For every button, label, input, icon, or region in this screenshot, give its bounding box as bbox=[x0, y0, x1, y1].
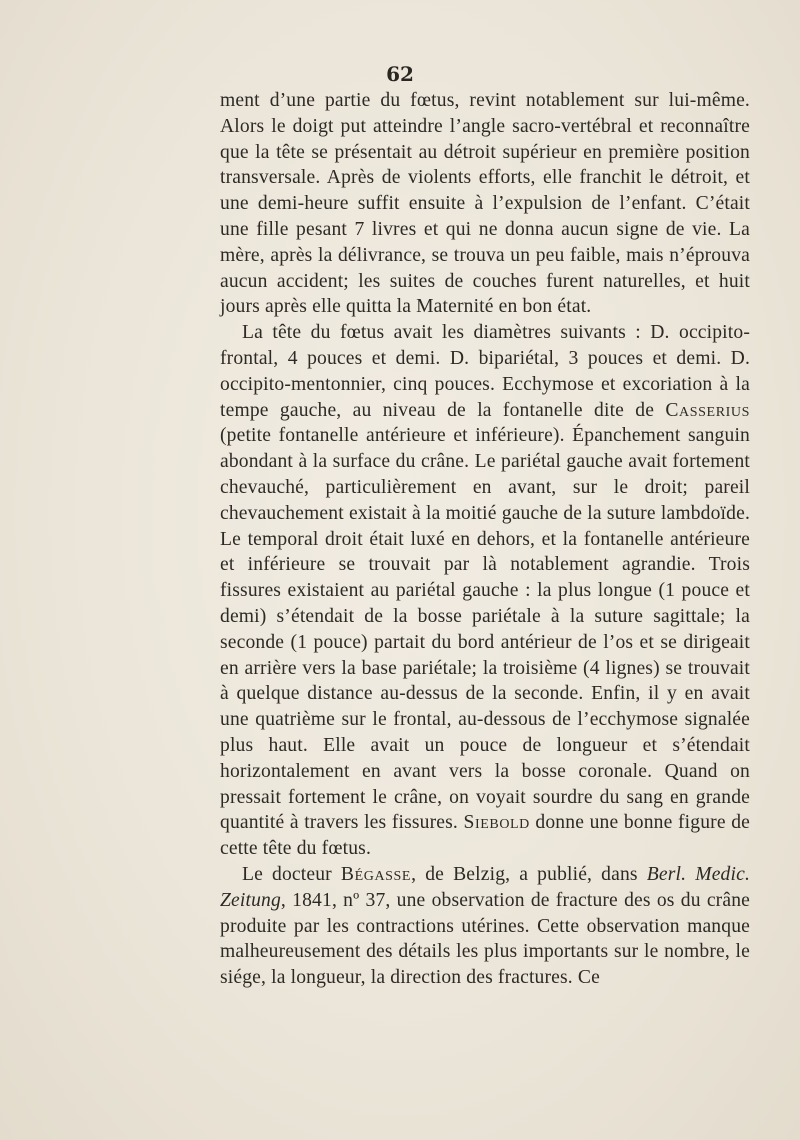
author-name-casserius: Casserius bbox=[665, 399, 750, 421]
body-text bbox=[220, 88, 750, 991]
paragraph-3-text-a: Le docteur bbox=[242, 863, 341, 885]
paragraph-2-text-c: donne une bonne figure de cette tête du fœtus. bbox=[220, 812, 750, 860]
paragraph-1: ment d’une partie du fœtus, revint notablement sur lui-même. Alors le doigt put atteindre l’angle sacro-vertébral et reconnaître que la tête se présentait au détroit supérieur en première position transversale. Après de violents efforts, elle franchit le détroit, et une demi-heure suffit ensuite à l’expulsion de l’enfant. C’était une fille pesant 7 livres et qui ne donna aucun signe de vie. La mère, après la délivrance, se trouva un peu faible, mais n’éprouva aucun accident; les suites de couches furent naturelles, et huit jours après elle quitta la Maternité en bon état. bbox=[220, 90, 750, 318]
paragraph-2-text-b: (petite fontanelle antérieure et inférieure). Épanchement sanguin abondant à la surface du crâne. Le pariétal gauche avait fortement chevauché, particulièrement en avant, sur le droit; pareil chevauchement existait à la moitié gauche de la suture lambdoïde. Le temporal droit était luxé en dehors, et la fontanelle antérieure et inférieure se trouvait par là notablement agrandie. Trois fissures existaient au pariétal gauche : la plus longue (1 pouce et demi) s’étendait de la bosse pariétale à la suture sagittale; la seconde (1 pouce) partait du bord antérieur de l’os et se dirigeait en arrière vers la base pariétale; la troisième (4 lignes) se trouvait à quelque distance au-dessus de la seconde. Enfin, il y en avait une quatrième sur le frontal, au-dessous de l’ecchymose signalée plus haut. Elle avait un pouce de longueur et s’étendait horizontalement en avant vers la bosse coronale. Quand on pressait fortement le crâne, on voyait sourdre du sang en grande quantité à travers les fissures. bbox=[220, 425, 750, 834]
paragraph-3 bbox=[220, 862, 750, 991]
paragraph-3-text-c: , 1841, nº 37, une observation de fracture des os du crâne produite par les contractions utérines. Cette observation manque malheureusement des détails les plus importants sur le nombre, le siége, la longueur, la direction des fractures. Ce bbox=[220, 889, 750, 989]
page-number: 62 bbox=[386, 62, 414, 86]
paragraph-3-text-b: , de Belzig, a publié, dans bbox=[411, 863, 647, 885]
paragraph-2-text-a: La tête du fœtus avait les diamètres suivants : D. occipito-frontal, 4 pouces et demi. D. bipariétal, 3 pouces et demi. D. occipito-mentonnier, cinq pouces. Ecchymose et excoriation à la tempe gauche, au niveau de la fontanelle dite de bbox=[220, 322, 750, 421]
journal-title: Berl. Medic. Zeitung bbox=[220, 863, 750, 911]
author-name-begasse: Bégasse bbox=[340, 863, 412, 885]
paragraph-2 bbox=[220, 320, 750, 862]
author-name-siebold: Siebold bbox=[463, 812, 530, 834]
